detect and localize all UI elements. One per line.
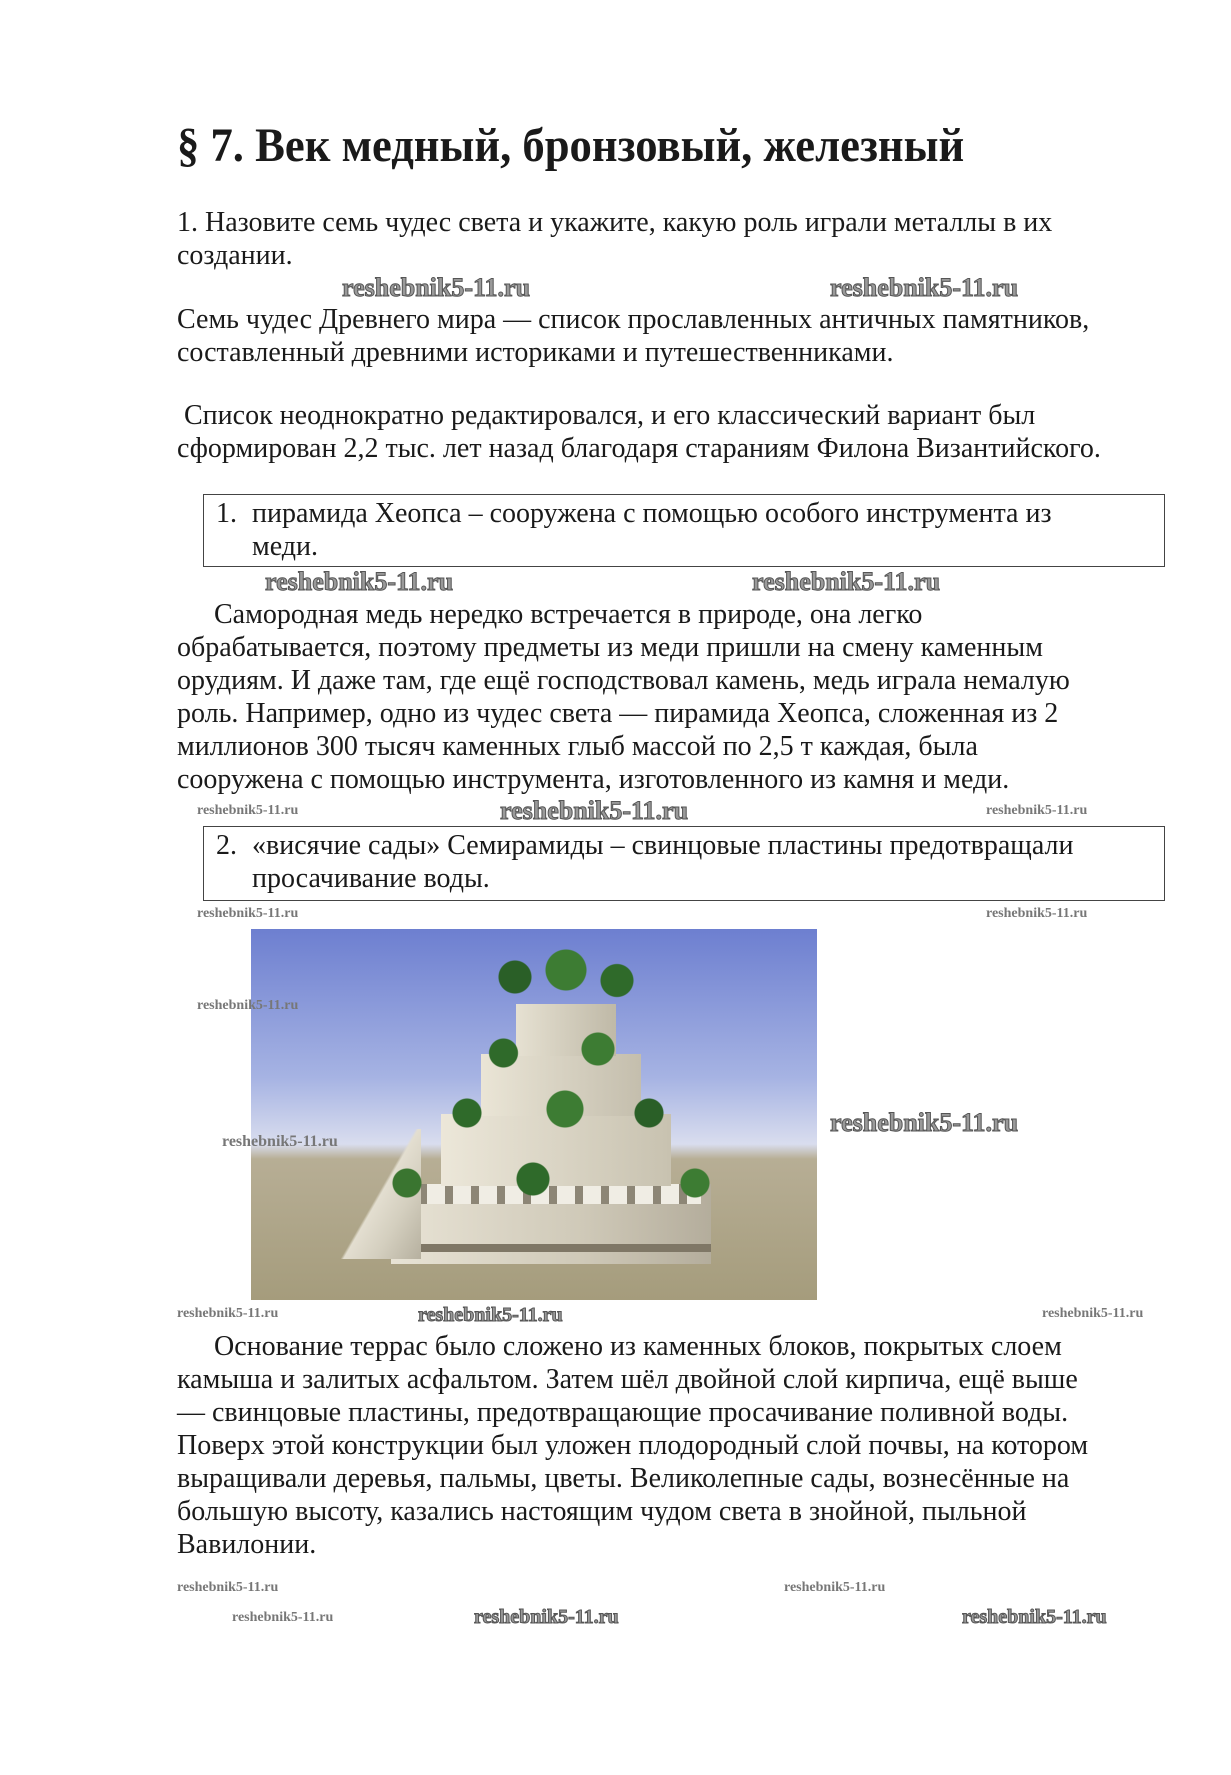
paragraph-line: миллионов 300 тысяч каменных глыб массой по 2,5 т каждая, была	[177, 731, 978, 762]
watermark: reshebnik5-11.ru	[222, 1133, 338, 1150]
watermark: reshebnik5-11.ru	[232, 1610, 334, 1625]
watermark: reshebnik5-11.ru	[418, 1304, 563, 1326]
paragraph-line: камыша и залитых асфальтом. Затем шёл двойной слой кирпича, ещё выше	[177, 1364, 1078, 1395]
watermark: reshebnik5-11.ru	[784, 1580, 886, 1595]
paragraph-line: большую высоту, казались настоящим чудом света в знойной, пыльной	[177, 1496, 1027, 1527]
watermark: reshebnik5-11.ru	[197, 803, 299, 818]
watermark: reshebnik5-11.ru	[830, 273, 1019, 302]
watermark: reshebnik5-11.ru	[177, 1306, 279, 1321]
question-line: создании.	[177, 240, 293, 271]
paragraph-line: составленный древними историками и путешественниками.	[177, 337, 894, 368]
list-item-box	[203, 494, 1165, 567]
list-number: 2.	[216, 830, 237, 861]
watermark: reshebnik5-11.ru	[986, 906, 1088, 921]
question-line: 1. Назовите семь чудес света и укажите, какую роль играли металлы в их	[177, 207, 1053, 238]
paragraph-line: сооружена с помощью инструмента, изготовленного из камня и меди.	[177, 764, 1010, 795]
watermark: reshebnik5-11.ru	[752, 567, 941, 596]
paragraph-line: орудиям. И даже там, где ещё господствовал камень, медь играла немалую	[177, 665, 1070, 696]
watermark: reshebnik5-11.ru	[197, 998, 299, 1013]
paragraph-line: Список неоднократно редактировался, и его классический вариант был	[177, 400, 1036, 431]
paragraph-line: Поверх этой конструкции был уложен плодородный слой почвы, на котором	[177, 1430, 1089, 1461]
watermark: reshebnik5-11.ru	[474, 1606, 619, 1628]
paragraph-line: роль. Например, одно из чудес света — пирамида Хеопса, сложенная из 2	[177, 698, 1059, 729]
page-title: § 7. Век медный, бронзовый, железный	[177, 119, 965, 172]
list-item-text: просачивание воды.	[252, 863, 490, 894]
paragraph-line: сформирован 2,2 тыс. лет назад благодаря стараниям Филона Византийского.	[177, 433, 1101, 464]
paragraph-line: Вавилонии.	[177, 1529, 317, 1560]
paragraph-line: Семь чудес Древнего мира — список прославленных античных памятников,	[177, 304, 1090, 335]
watermark: reshebnik5-11.ru	[342, 273, 531, 302]
list-number: 1.	[216, 498, 237, 529]
paragraph-line: обрабатывается, поэтому предметы из меди пришли на смену каменным	[177, 632, 1043, 663]
paragraph-line: Самородная медь нередко встречается в природе, она легко	[214, 599, 923, 630]
watermark: reshebnik5-11.ru	[177, 1580, 279, 1595]
watermark: reshebnik5-11.ru	[265, 567, 454, 596]
watermark: reshebnik5-11.ru	[830, 1108, 1019, 1137]
paragraph-line: — свинцовые пластины, предотвращающие просачивание поливной воды.	[177, 1397, 1069, 1428]
list-item-text: пирамида Хеопса – сооружена с помощью особого инструмента из	[252, 498, 1052, 529]
watermark: reshebnik5-11.ru	[1042, 1306, 1144, 1321]
hanging-gardens-image	[251, 929, 817, 1300]
list-item-text: «висячие сады» Семирамиды – свинцовые пластины предотвращали	[252, 830, 1074, 861]
paragraph-line: Основание террас было сложено из каменных блоков, покрытых слоем	[214, 1331, 1062, 1362]
watermark: reshebnik5-11.ru	[962, 1606, 1107, 1628]
watermark: reshebnik5-11.ru	[986, 803, 1088, 818]
list-item-text: меди.	[252, 531, 319, 562]
watermark: reshebnik5-11.ru	[197, 906, 299, 921]
watermark: reshebnik5-11.ru	[500, 796, 689, 825]
list-item-box	[203, 826, 1165, 901]
paragraph-line: выращивали деревья, пальмы, цветы. Великолепные сады, вознесённые на	[177, 1463, 1070, 1494]
